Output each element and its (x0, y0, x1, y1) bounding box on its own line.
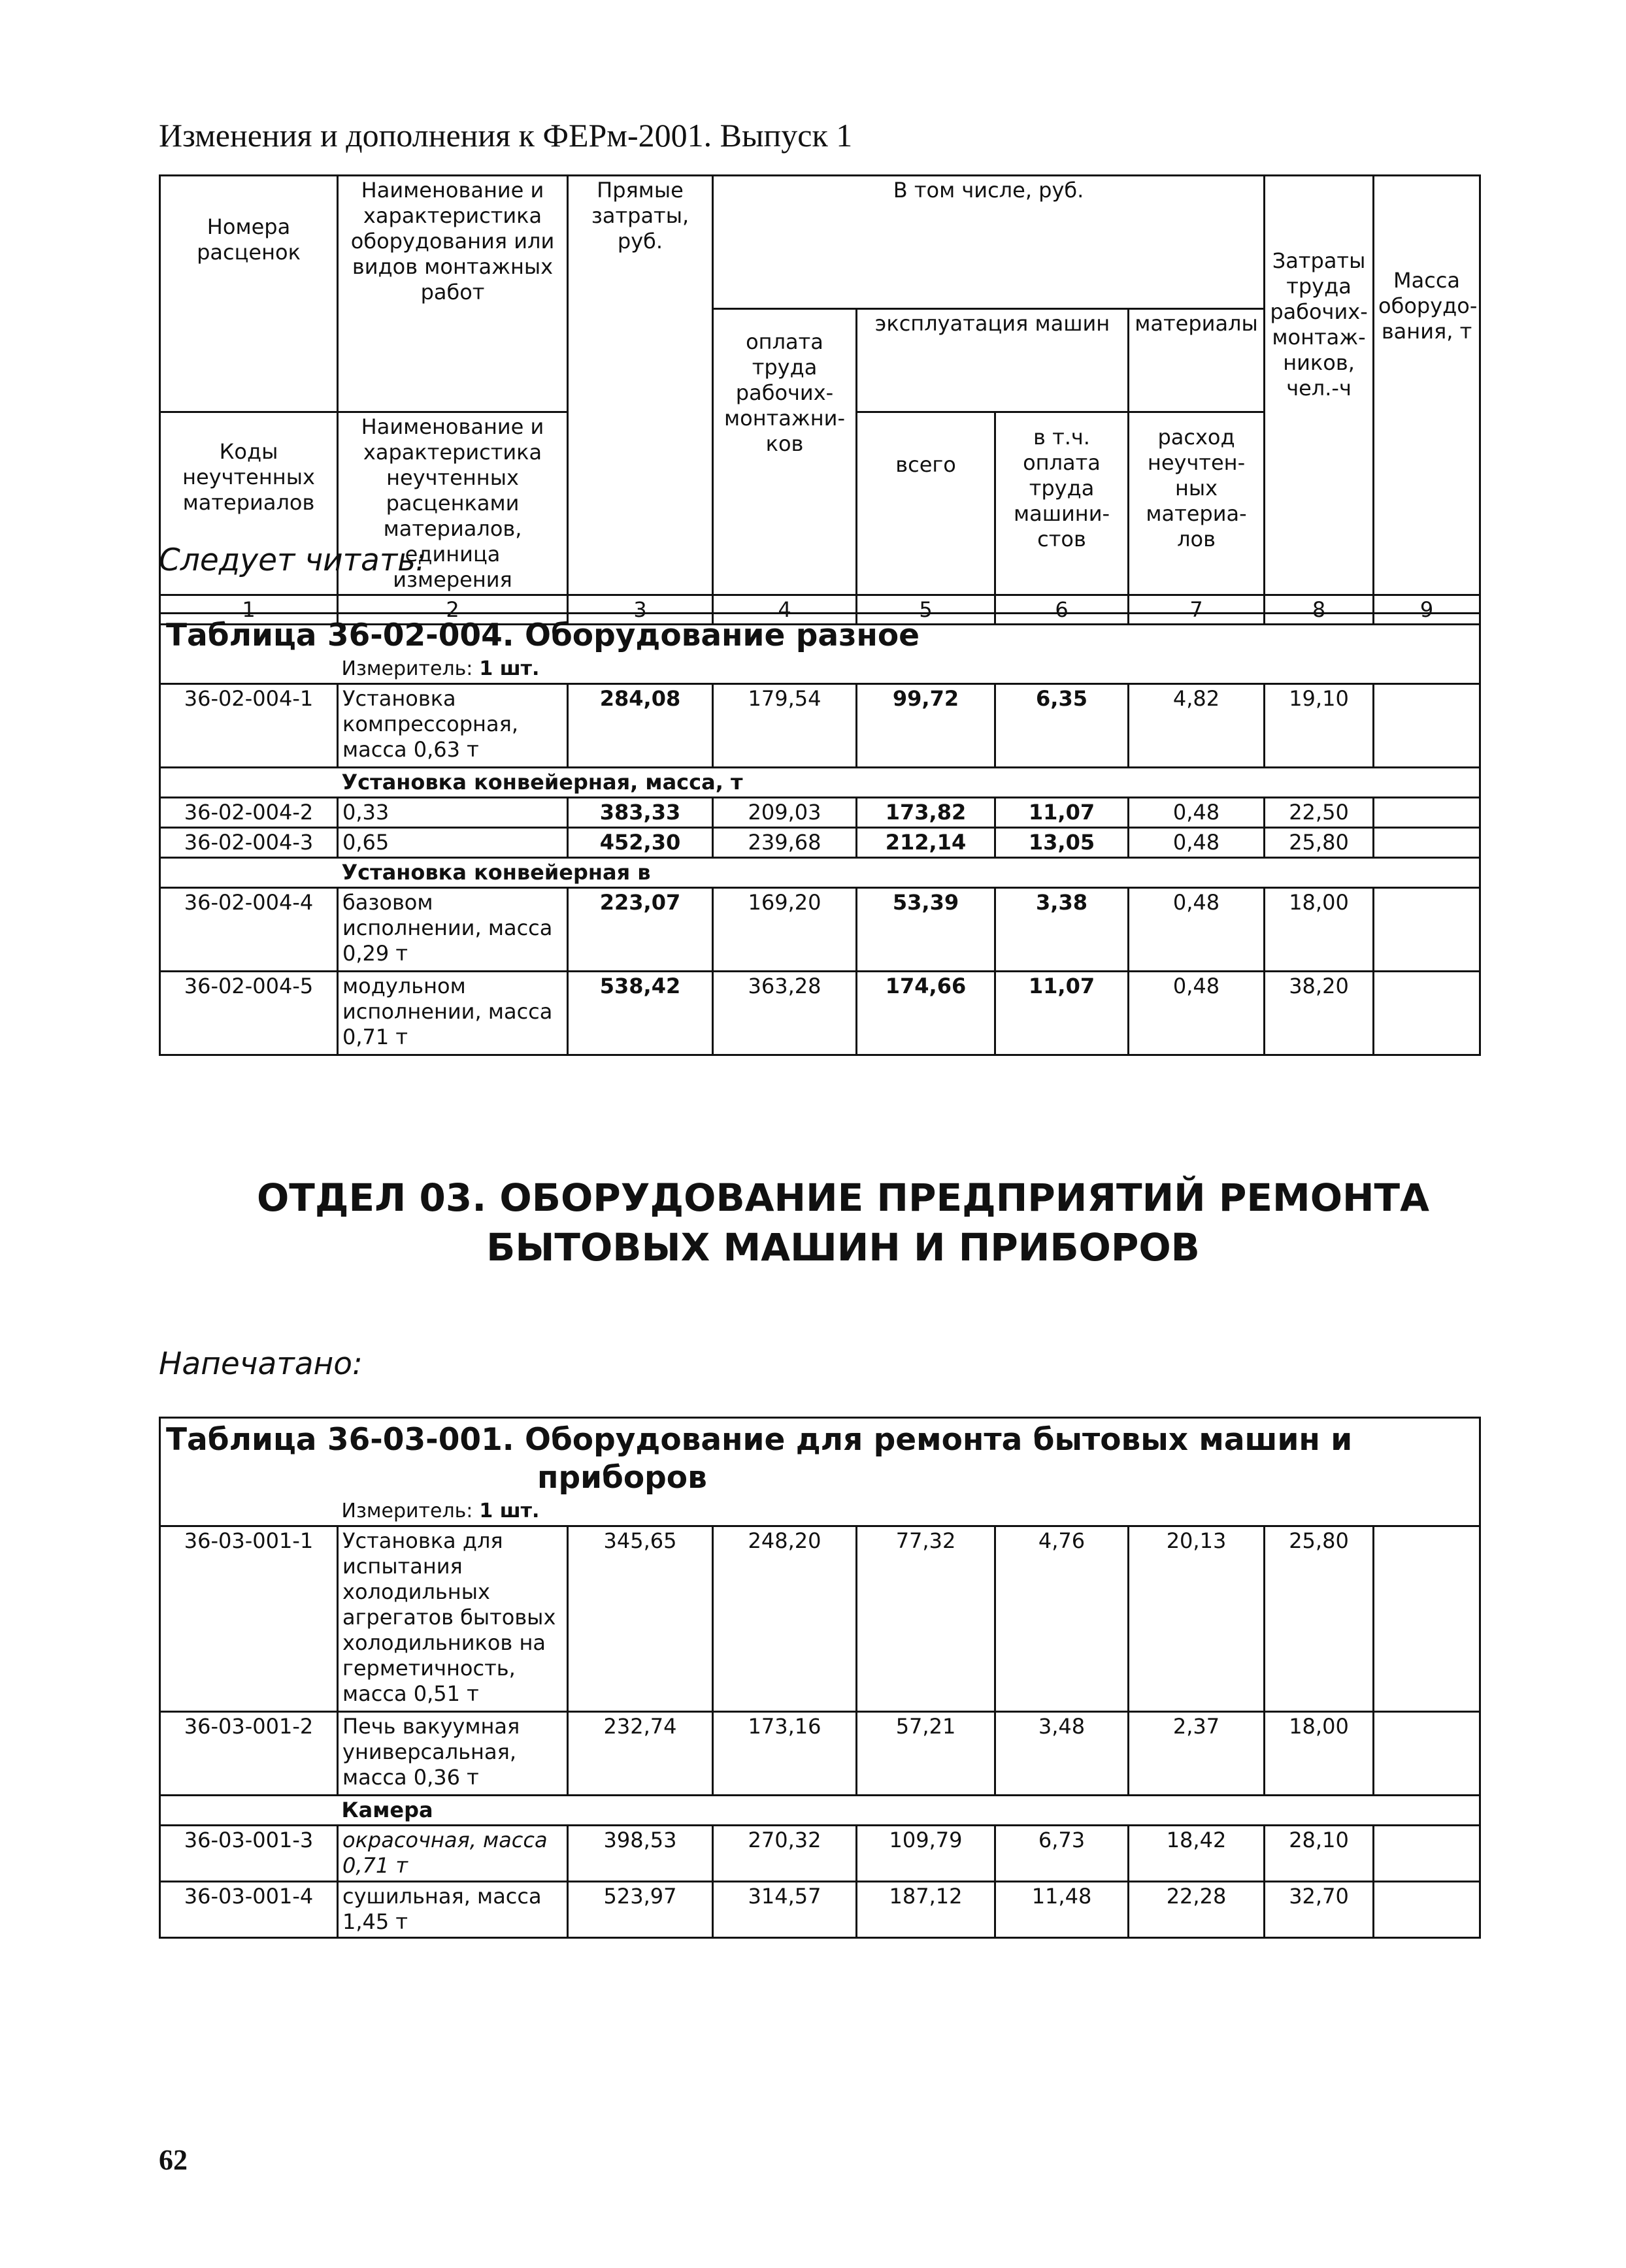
header-col1-bottom: Коды неучтенных материалов (160, 412, 338, 595)
rates-table-36-02-004 (159, 612, 1481, 1056)
table-row (160, 684, 1480, 768)
measure-value: 1 шт. (479, 1500, 540, 1522)
labor-pay: 169,20 (713, 888, 857, 972)
direct-costs: 452,30 (568, 828, 713, 858)
materials: 0,48 (1129, 798, 1265, 828)
table-row (160, 798, 1480, 828)
machinists-pay: 6,35 (995, 684, 1129, 768)
section-heading-line2: БЫТОВЫХ МАШИН И ПРИБОРОВ (486, 1225, 1200, 1270)
rate-code: 36-03-001-2 (160, 1712, 338, 1796)
materials: 22,28 (1129, 1882, 1265, 1938)
group-row (160, 768, 1480, 798)
machines-total: 109,79 (857, 1826, 995, 1882)
rate-code: 36-03-001-4 (160, 1882, 338, 1938)
labor-hours: 22,50 (1265, 798, 1374, 828)
header-col1-top: Номера расценок (160, 176, 338, 412)
equipment-mass (1374, 1712, 1480, 1796)
machinists-pay: 3,48 (995, 1712, 1129, 1796)
table-title: Таблица 36-02-004. Оборудование разное (160, 614, 1480, 655)
rates-table-36-03-001 (159, 1417, 1481, 1939)
machines-total: 173,82 (857, 798, 995, 828)
label-should-read: Следует читать: (159, 542, 426, 578)
measure-value: 1 шт. (479, 657, 540, 680)
header-col2-top: Наименование и характеристика оборудования или видов монтажных работ (338, 176, 568, 412)
measure-label: Измеритель: (341, 1500, 473, 1522)
header-col5: всего (857, 412, 995, 595)
labor-hours: 25,80 (1265, 1526, 1374, 1712)
column-number: 5 (857, 595, 995, 625)
direct-costs: 232,74 (568, 1712, 713, 1796)
materials: 0,48 (1129, 888, 1265, 972)
equipment-mass (1374, 798, 1480, 828)
column-number: 6 (995, 595, 1129, 625)
materials: 0,48 (1129, 972, 1265, 1055)
materials: 20,13 (1129, 1526, 1265, 1712)
column-number: 9 (1374, 595, 1480, 625)
group-label: Установка конвейерная в (338, 858, 1480, 888)
group-label: Установка конвейерная, масса, т (338, 768, 1480, 798)
group-row (160, 1796, 1480, 1826)
table-title-line1: Таблица 36-03-001. Оборудование для ремонта бытовых машин и (166, 1422, 1353, 1458)
labor-pay: 239,68 (713, 828, 857, 858)
rate-code: 36-02-004-4 (160, 888, 338, 972)
measure-unit (338, 655, 1480, 684)
machinists-pay: 11,07 (995, 972, 1129, 1055)
label-printed: Напечатано: (159, 1346, 363, 1382)
column-number: 4 (713, 595, 857, 625)
page-number: 62 (159, 2144, 188, 2176)
column-number: 1 (160, 595, 338, 625)
table-row (160, 1712, 1480, 1796)
equipment-mass (1374, 1526, 1480, 1712)
labor-pay: 248,20 (713, 1526, 857, 1712)
equipment-mass (1374, 888, 1480, 972)
labor-pay: 270,32 (713, 1826, 857, 1882)
header-col7: расход неучтен-ных материа-лов (1129, 412, 1265, 595)
materials: 18,42 (1129, 1826, 1265, 1882)
labor-pay: 179,54 (713, 684, 857, 768)
machinists-pay: 4,76 (995, 1526, 1129, 1712)
equipment-mass (1374, 972, 1480, 1055)
machinists-pay: 6,73 (995, 1826, 1129, 1882)
header-col2-bottom: Наименование и характеристика неучтенных расценками материалов, единица измерения (338, 412, 568, 595)
table-row (160, 1826, 1480, 1882)
column-number: 8 (1265, 595, 1374, 625)
header-materials: материалы (1129, 309, 1265, 412)
section-heading (157, 1173, 1529, 1272)
machines-total: 57,21 (857, 1712, 995, 1796)
machines-total: 53,39 (857, 888, 995, 972)
materials: 0,48 (1129, 828, 1265, 858)
rate-code: 36-02-004-5 (160, 972, 338, 1055)
direct-costs: 523,97 (568, 1882, 713, 1938)
materials: 4,82 (1129, 684, 1265, 768)
equipment-mass (1374, 1882, 1480, 1938)
measure-label: Измеритель: (341, 657, 473, 680)
header-machines: эксплуатация машин (857, 309, 1129, 412)
group-row (160, 858, 1480, 888)
rate-name: окрасочная, масса 0,71 т (338, 1826, 568, 1882)
rate-code: 36-03-001-1 (160, 1526, 338, 1712)
group-label: Камера (338, 1796, 1480, 1826)
header-col8: Затраты труда рабочих-монтаж-ников, чел.-ч (1265, 176, 1374, 595)
labor-hours: 25,80 (1265, 828, 1374, 858)
header-group: В том числе, руб. (713, 176, 1265, 309)
machinists-pay: 13,05 (995, 828, 1129, 858)
section-heading-line1: ОТДЕЛ 03. ОБОРУДОВАНИЕ ПРЕДПРИЯТИЙ РЕМОНТА (256, 1175, 1429, 1220)
direct-costs: 538,42 (568, 972, 713, 1055)
column-number: 3 (568, 595, 713, 625)
header-col3: Прямые затраты, руб. (568, 176, 713, 595)
machines-total: 187,12 (857, 1882, 995, 1938)
column-number: 7 (1129, 595, 1265, 625)
header-col6: в т.ч. оплата труда машини-стов (995, 412, 1129, 595)
machines-total: 77,32 (857, 1526, 995, 1712)
table-title-line2: приборов (537, 1460, 707, 1496)
labor-pay: 173,16 (713, 1712, 857, 1796)
labor-pay: 314,57 (713, 1882, 857, 1938)
equipment-mass (1374, 1826, 1480, 1882)
table-row (160, 828, 1480, 858)
labor-hours: 38,20 (1265, 972, 1374, 1055)
machines-total: 212,14 (857, 828, 995, 858)
machines-total: 174,66 (857, 972, 995, 1055)
rate-name: 0,33 (338, 798, 568, 828)
direct-costs: 345,65 (568, 1526, 713, 1712)
table-title (160, 1418, 1480, 1498)
labor-hours: 28,10 (1265, 1826, 1374, 1882)
labor-pay: 363,28 (713, 972, 857, 1055)
table-row (160, 1882, 1480, 1938)
rate-name: сушильная, масса 1,45 т (338, 1882, 568, 1938)
table-row (160, 972, 1480, 1055)
direct-costs: 383,33 (568, 798, 713, 828)
machines-total: 99,72 (857, 684, 995, 768)
labor-hours: 19,10 (1265, 684, 1374, 768)
machinists-pay: 3,38 (995, 888, 1129, 972)
rate-code: 36-02-004-3 (160, 828, 338, 858)
rate-name: Печь вакуумная универсальная, масса 0,36 т (338, 1712, 568, 1796)
rate-code: 36-02-004-1 (160, 684, 338, 768)
rate-code: 36-03-001-3 (160, 1826, 338, 1882)
machinists-pay: 11,48 (995, 1882, 1129, 1938)
direct-costs: 284,08 (568, 684, 713, 768)
labor-hours: 18,00 (1265, 888, 1374, 972)
header-col9: Масса оборудо-вания, т (1374, 176, 1480, 595)
materials: 2,37 (1129, 1712, 1265, 1796)
measure-unit (338, 1497, 1480, 1526)
table-row (160, 888, 1480, 972)
header-col4: оплата труда рабочих-монтажни-ков (713, 309, 857, 595)
column-number: 2 (338, 595, 568, 625)
equipment-mass (1374, 828, 1480, 858)
machinists-pay: 11,07 (995, 798, 1129, 828)
rate-name: базовом исполнении, масса 0,29 т (338, 888, 568, 972)
equipment-mass (1374, 684, 1480, 768)
rate-name: 0,65 (338, 828, 568, 858)
rate-name: модульном исполнении, масса 0,71 т (338, 972, 568, 1055)
rate-code: 36-02-004-2 (160, 798, 338, 828)
labor-hours: 32,70 (1265, 1882, 1374, 1938)
rate-name: Установка для испытания холодильных агрегатов бытовых холодильников на герметичность, масса 0,51 т (338, 1526, 568, 1712)
labor-pay: 209,03 (713, 798, 857, 828)
rate-name: Установка компрессорная, масса 0,63 т (338, 684, 568, 768)
direct-costs: 223,07 (568, 888, 713, 972)
table-row (160, 1526, 1480, 1712)
running-title: Изменения и дополнения к ФЕРм-2001. Выпуск 1 (159, 117, 853, 154)
labor-hours: 18,00 (1265, 1712, 1374, 1796)
direct-costs: 398,53 (568, 1826, 713, 1882)
